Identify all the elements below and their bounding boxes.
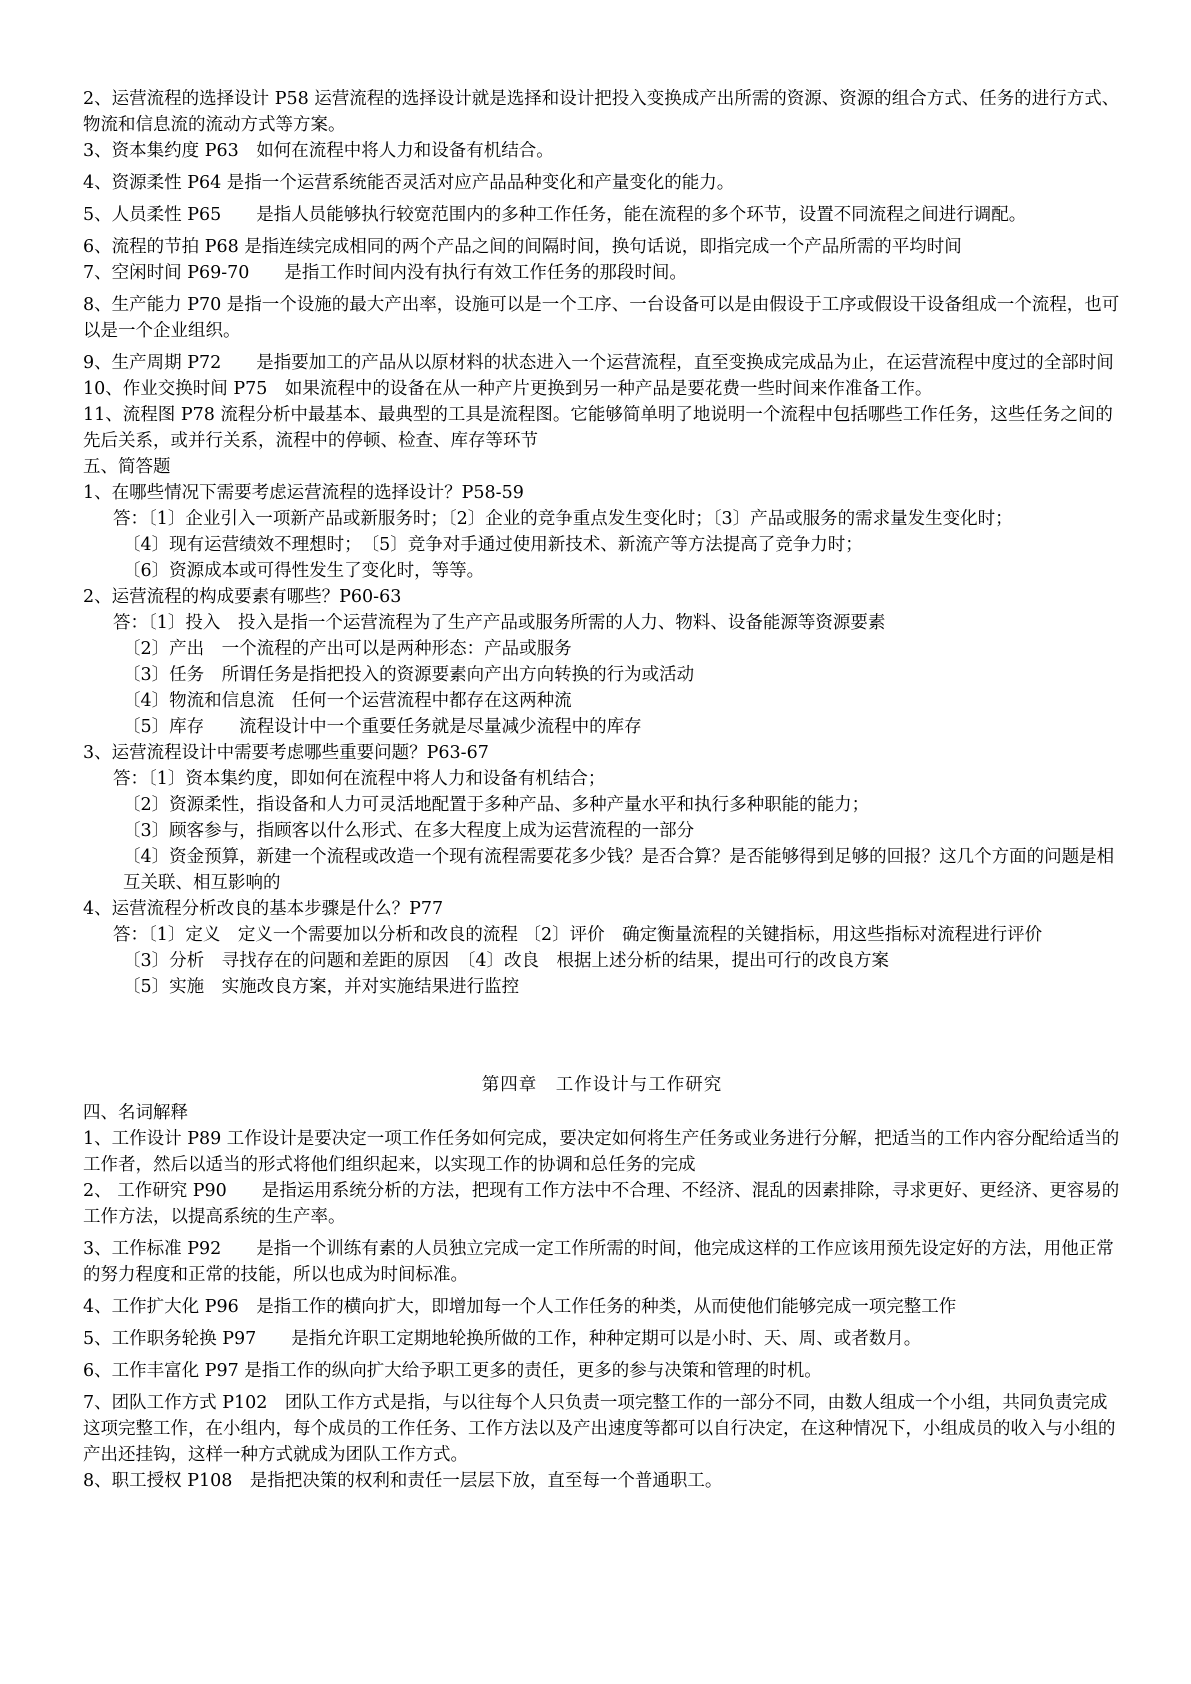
answer-line: 答：〔1〕资本集约度，即如何在流程中将人力和设备有机结合； (113, 769, 606, 789)
definition-paragraph: 7、团队工作方式 P102 团队工作方式是指，与以往每个人只负责一项完整工作的一部分不同，由数人组成一个小组，共同负责完成这项完整工作，在小组内，每个成员的工作任务、工作方法以及产出速度等都可以自行决定，在这种情况下，小组成员的收入与小组的产出还挂钩，这样一种方式就成为团队工作方式。 (83, 1393, 1116, 1465)
definition-paragraph: 3、工作标准 P92 是指一个训练有素的人员独立完成一定工作所需的时间，他完成这样的工作应该用预先设定好的方法，用他正常的努力程度和正常的技能，所以也成为时间标准。 (83, 1239, 1114, 1285)
definition-paragraph: 2、运营流程的选择设计 P58 运营流程的选择设计就是选择和设计把投入变换成产出所需的资源、资源的组合方式、任务的进行方式、物流和信息流的流动方式等方案。 (83, 89, 1120, 135)
answer-line: 〔3〕分析 寻找存在的问题和差距的原因 〔4〕改良 根据上述分析的结果，提出可行的改良方案 (123, 951, 890, 971)
definition-paragraph: 1、工作设计 P89 工作设计是要决定一项工作任务如何完成，要决定如何将生产任务或业务进行分解，把适当的工作内容分配给适当的工作者，然后以适当的形式将他们组织起来，以实现工作的协调和总任务的完成 (83, 1129, 1120, 1175)
question: 2、运营流程的构成要素有哪些？P60-63 (83, 587, 402, 607)
answer-line: 〔5〕库存 流程设计中一个重要任务就是尽量减少流程中的库存 (123, 717, 642, 737)
definition-paragraph: 8、生产能力 P70 是指一个设施的最大产出率，设施可以是一个工序、一台设备可以是由假设于工序或假设干设备组成一个流程，也可以是一个企业组织。 (83, 295, 1120, 341)
definition-paragraph: 6、流程的节拍 P68 是指连续完成相同的两个产品之间的间隔时间，换句话说，即指完成一个产品所需的平均时间 (83, 237, 962, 257)
answer-line: 答：〔1〕投入 投入是指一个运营流程为了生产产品或服务所需的人力、物料、设备能源等资源要素 (113, 613, 886, 633)
answer-line: 〔5〕实施 实施改良方案，并对实施结果进行监控 (123, 977, 520, 997)
chapter-title: 第四章 工作设计与工作研究 (481, 1075, 723, 1095)
answer-line: 〔2〕产出 一个流程的产出可以是两种形态：产品或服务 (123, 639, 572, 659)
section-heading: 五、简答题 (83, 457, 171, 477)
definition-paragraph: 2、 工作研究 P90 是指运用系统分析的方法，把现有工作方法中不合理、不经济、混乱的因素排除，寻求更好、更经济、更容易的工作方法，以提高系统的生产率。 (83, 1181, 1120, 1227)
question: 1、在哪些情况下需要考虑运营流程的选择设计？P58-59 (83, 483, 524, 503)
answer-line: 〔6〕资源成本或可得性发生了变化时，等等。 (123, 561, 485, 581)
answer-line: 〔3〕任务 所谓任务是指把投入的资源要素向产出方向转换的行为或活动 (123, 665, 695, 685)
definition-paragraph: 5、人员柔性 P65 是指人员能够执行较宽范围内的多种工作任务，能在流程的多个环节，设置不同流程之间进行调配。 (83, 205, 1027, 225)
definition-paragraph: 5、工作职务轮换 P97 是指允许职工定期地轮换所做的工作，种种定期可以是小时、天、周、或者数月。 (83, 1329, 922, 1349)
answer-line: 答：〔1〕定义 定义一个需要加以分析和改良的流程 〔2〕评价 确定衡量流程的关键指标，用这些指标对流程进行评价 (113, 925, 1043, 945)
definition-paragraph: 9、生产周期 P72 是指要加工的产品从以原材料的状态进入一个运营流程，直至变换成完成品为止，在运营流程中度过的全部时间 (83, 353, 1114, 373)
definition-paragraph: 11、流程图 P78 流程分析中最基本、最典型的工具是流程图。它能够简单明了地说明一个流程中包括哪些工作任务，这些任务之间的先后关系，或并行关系，流程中的停顿、检查、库存等环节 (83, 405, 1113, 451)
definition-paragraph: 4、资源柔性 P64 是指一个运营系统能否灵活对应产品品种变化和产量变化的能力。 (83, 173, 735, 193)
answer-line: 〔4〕资金预算，新建一个流程或改造一个现有流程需要花多少钱？是否合算？是否能够得到足够的回报？这几个方面的问题是相互关联、相互影响的 (123, 847, 1115, 893)
definition-paragraph: 6、工作丰富化 P97 是指工作的纵向扩大给予职工更多的责任，更多的参与决策和管理的时机。 (83, 1361, 822, 1381)
definition-paragraph: 3、资本集约度 P63 如何在流程中将人力和设备有机结合。 (83, 141, 554, 161)
definition-paragraph: 4、工作扩大化 P96 是指工作的横向扩大，即增加每一个人工作任务的种类，从而使他们能够完成一项完整工作 (83, 1297, 957, 1317)
answer-line: 〔3〕顾客参与，指顾客以什么形式、在多大程度上成为运营流程的一部分 (123, 821, 695, 841)
answer-line: 答：〔1〕企业引入一项新产品或新服务时；〔2〕企业的竞争重点发生变化时；〔3〕产品或服务的需求量发生变化时； (113, 509, 1013, 529)
definition-paragraph: 10、作业交换时间 P75 如果流程中的设备在从一种产片更换到另一种产品是要花费一些时间来作准备工作。 (83, 379, 933, 399)
question: 4、运营流程分析改良的基本步骤是什么？P77 (83, 899, 444, 919)
definition-paragraph: 7、空闲时间 P69-70 是指工作时间内没有执行有效工作任务的那段时间。 (83, 263, 687, 283)
answer-line: 〔4〕现有运营绩效不理想时； 〔5〕竞争对手通过使用新技术、新流产等方法提高了竞争力时； (123, 535, 863, 555)
definition-paragraph: 8、职工授权 P108 是指把决策的权利和责任一层层下放，直至每一个普通职工。 (83, 1471, 723, 1491)
answer-line: 〔4〕物流和信息流 任何一个运营流程中都存在这两种流 (123, 691, 572, 711)
question: 3、运营流程设计中需要考虑哪些重要问题？P63-67 (83, 743, 489, 763)
section-heading: 四、名词解释 (83, 1103, 188, 1123)
answer-line: 〔2〕资源柔性，指设备和人力可灵活地配置于多种产品、多种产量水平和执行多种职能的能力； (123, 795, 870, 815)
